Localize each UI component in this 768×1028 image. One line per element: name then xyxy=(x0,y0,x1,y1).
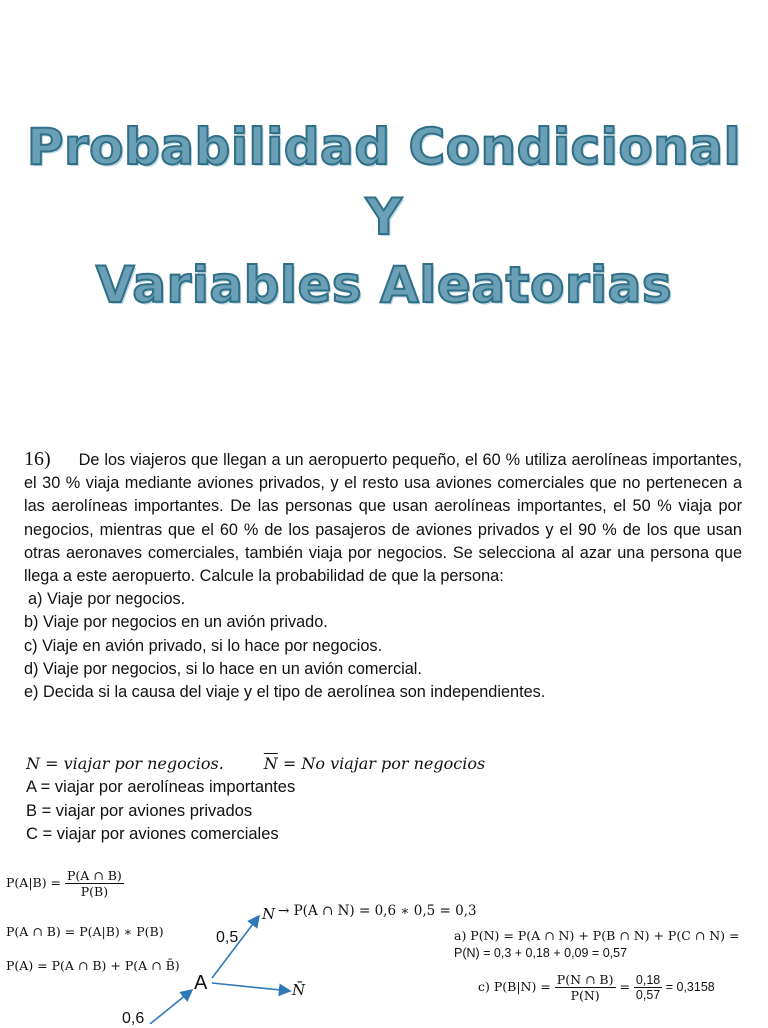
probability-0-5: 0,5 xyxy=(216,929,239,946)
multiplication-formula: P(A ∩ B) = P(A|B) ∗ P(B) xyxy=(6,924,164,939)
option-e: e) Decida si la causa del viaje y el tipo de aerolínea son independientes. xyxy=(24,683,546,702)
option-b: b) Viaje por negocios en un avión privado. xyxy=(24,613,328,632)
title-line-1: Probabilidad Condicional xyxy=(26,118,742,176)
nbar-definition: = No viajar por negocios xyxy=(277,754,486,773)
answer-c-result: = 0,3158 xyxy=(662,980,715,994)
n-definition: N = viajar por negocios. xyxy=(26,754,224,773)
answer-a-formula: a) P(N) = P(A ∩ N) + P(B ∩ N) + P(C ∩ N) = xyxy=(454,928,740,943)
branch-arrow-n xyxy=(212,916,259,978)
answer-a-result: P(N) = 0,3 + 0,18 + 0,09 = 0,57 xyxy=(454,946,628,960)
node-a: A xyxy=(194,972,208,994)
title-line-2: Y xyxy=(365,188,403,246)
b-definition: B = viajar por aviones privados xyxy=(26,801,253,820)
option-a: a) Viaje por negocios. xyxy=(28,590,186,609)
option-c: c) Viaje en avión privado, si lo hace por negocios. xyxy=(24,636,383,655)
problem-number: 16) xyxy=(24,448,51,470)
answer-c-value-denominator: 0,57 xyxy=(635,988,661,1002)
title-line-3: Variables Aleatorias xyxy=(95,256,673,314)
conditional-formula-denominator: P(B) xyxy=(80,884,109,899)
total-probability-formula: P(A) = P(A ∩ B) + P(A ∩ B̄) xyxy=(6,958,180,973)
answer-c-value-numerator: 0,18 xyxy=(635,973,661,987)
c-definition: C = viajar por aviones comerciales xyxy=(26,824,279,843)
answer-c-equals: = xyxy=(615,979,634,994)
branch-nbar-label: N̄ xyxy=(292,981,306,999)
nbar-symbol: $\overline{N}$ xyxy=(263,754,278,773)
a-definition: A = viajar por aerolíneas importantes xyxy=(26,778,296,797)
branch-arrow-nbar xyxy=(212,983,290,991)
answer-c-numerator: P(N ∩ B) xyxy=(556,972,614,987)
branch-n-calculation: → P(A ∩ N) = 0,6 ∗ 0,5 = 0,3 xyxy=(278,903,477,919)
branch-n-label: N xyxy=(262,905,276,923)
conditional-formula-numerator: P(A ∩ B) xyxy=(67,868,122,883)
conditional-formula-lhs: P(A|B) = xyxy=(6,875,66,890)
option-d: d) Viaje por negocios, si lo hace en un avión comercial. xyxy=(24,659,422,678)
answer-c-denominator: P(N) xyxy=(570,988,600,1003)
branch-arrow-a xyxy=(150,990,192,1024)
problem-body: De los viajeros que llegan a un aeropuerto pequeño, el 60 % utiliza aerolíneas importantes, el 30 % viaja mediante aviones privados, y el resto usa aviones comerciales que no pertenecen a las aerolíneas importantes. De las personas que usan aerolíneas importantes, el 50 % viaja por negocios, mientras que el 60 % de los pasajeros de aviones privados y el 90 % de los que usan otras aeronaves comerciales, también viaja por negocios. Se selecciona al azar una persona que llega a este aeropuerto. Calcule la probabilidad de que la persona: xyxy=(24,451,742,586)
answer-c xyxy=(478,972,715,1003)
probability-0-6: 0,6 xyxy=(122,1010,145,1027)
answer-c-lhs: c) P(B|N) = xyxy=(478,979,555,994)
